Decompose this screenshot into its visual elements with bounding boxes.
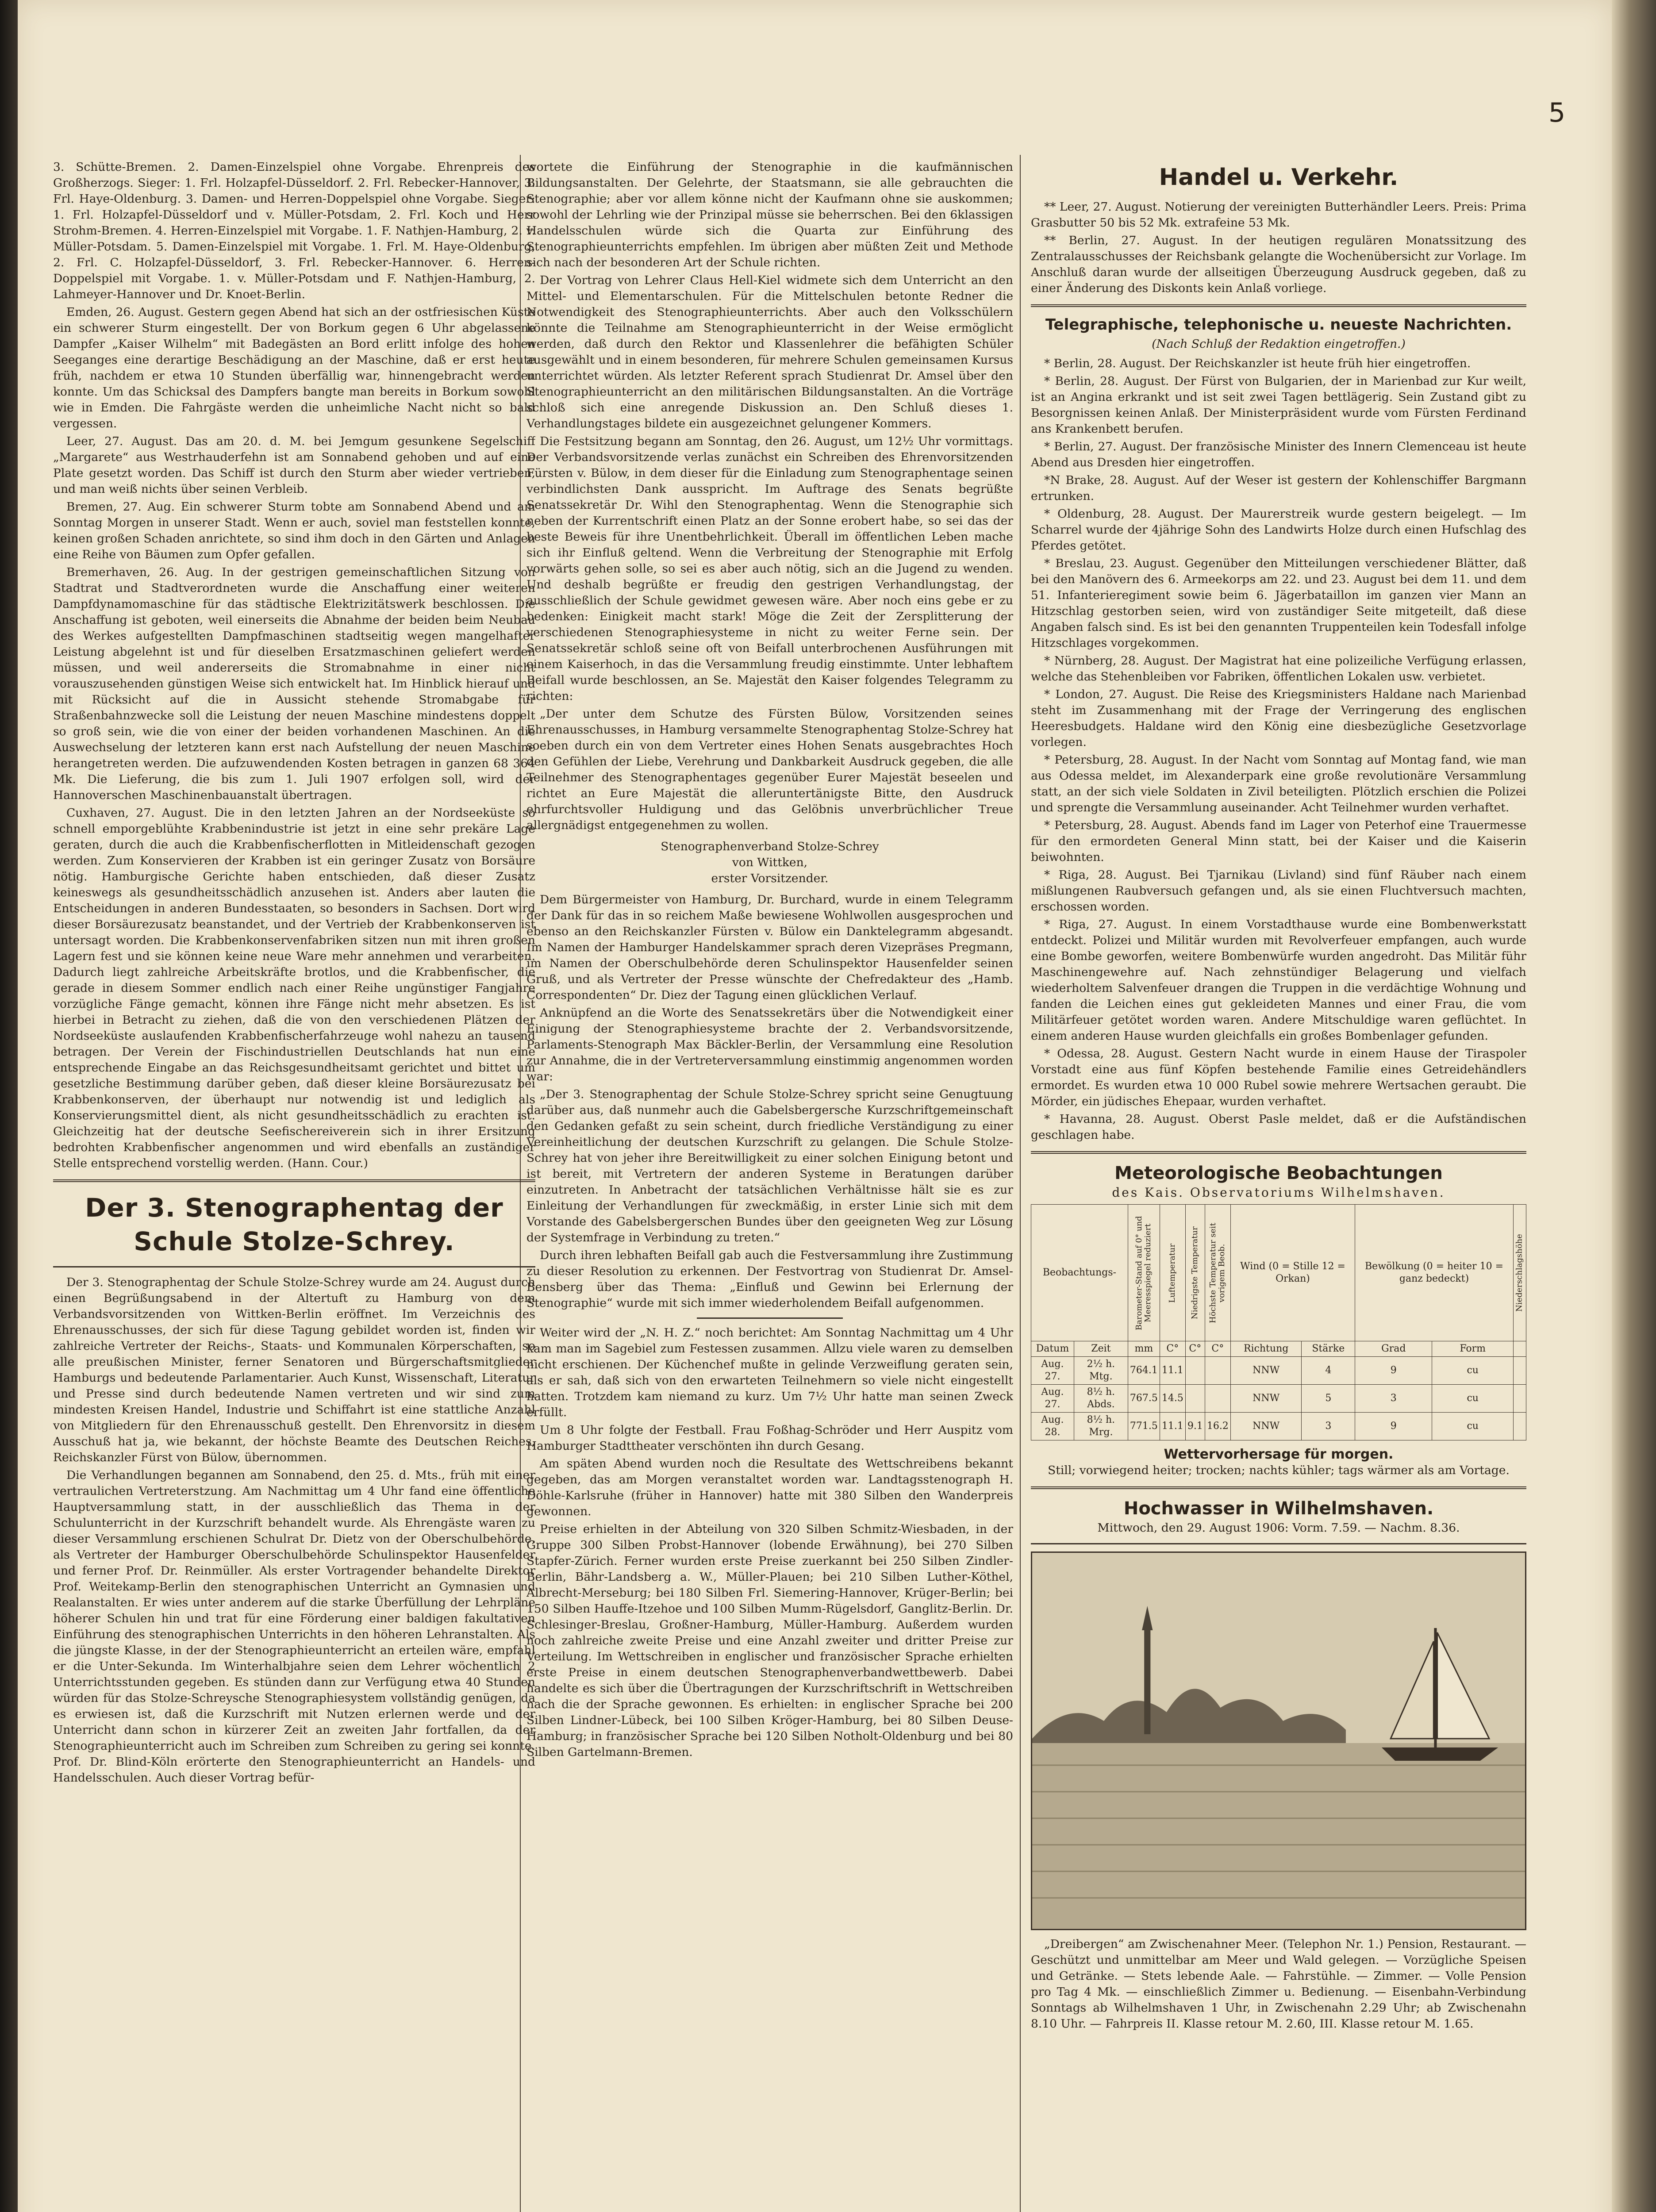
previous-page-edge <box>0 0 18 2212</box>
weather-heading: Meteorologische Beobachtungen <box>1114 1163 1443 1183</box>
article-paragraph: Bremen, 27. Aug. Ein schwerer Sturm tobte am Sonnabend Abend und am Sonntag Morgen in unserer Stadt. Wenn er auch, soviel man feststellen konnte, keinen großen Schaden anrichtete, so sind ihm doch in den Gärten und Anlagen eine Reihe von Bäumen zum Opfer gefallen. <box>53 500 535 561</box>
article-paragraph: Am späten Abend wurden noch die Resultate des Wettschreibens bekannt gegeben, das am Morgen veranstaltet worden war. Landtagsstenograph H. Döhle-Karlsruhe (früher in Hannover) hatte mit 380 Silben den Wanderpreis gewonnen. <box>526 1457 1013 1518</box>
table-cell: 14.5 <box>1160 1385 1185 1413</box>
section-divider <box>1031 1543 1526 1544</box>
table-cell: 8½ h. Mrg. <box>1074 1413 1128 1440</box>
table-header: Niederschlagshöhe <box>1513 1205 1526 1341</box>
table-cell <box>1205 1357 1230 1385</box>
column-1 <box>53 159 535 2212</box>
table-header: Bewölkung (0 = heiter 10 = ganz bedeckt) <box>1355 1205 1514 1341</box>
forecast-heading: Wettervorhersage für morgen. <box>1164 1447 1394 1462</box>
table-header: Stärke <box>1302 1341 1355 1357</box>
news-item: * Berlin, 28. August. Der Fürst von Bulgarien, der in Marienbad zur Kur weilt, ist an Angina erkrankt und ist seit zwei Tagen bettlägerig. Sein Zustand gibt zu Besorgnissen keinen Anlaß. Der Ministerpräsident wurde vom Fürsten Ferdinand ans Krankenbett berufen. <box>1031 374 1526 436</box>
table-cell: 9 <box>1355 1357 1432 1385</box>
news-item: * Havanna, 28. August. Oberst Pasle meldet, daß er die Aufständischen geschlagen habe. <box>1031 1112 1526 1142</box>
news-item: * Riga, 28. August. Bei Tjarnikau (Livland) sind fünf Räuber nach einem mißlungenen Raubversuch gefangen und, als sie einen Fluchtversuch machten, erschossen worden. <box>1031 868 1526 914</box>
table-header: Höchste Temperatur seit vorigem Beob. <box>1205 1205 1230 1341</box>
article-paragraph: Die Verhandlungen begannen am Sonnabend, den 25. d. Mts., früh mit einer vertraulichen Vertreterstzung. Am Nachmittag um 4 Uhr fand eine öffentliche Hauptversammlung statt, in der ausschließlich das Thema in der Schulunterricht in der Kurzschrift behandelt wurde. Als Ehrengäste waren zu dieser Versammlung erschienen Schulrat Dr. Dietz von der Oberschulbehörde, als Vertreter der Hamburger Oberschulbehörde Schulinspektor Hausenfelder und ferner Prof. Dr. Reinmüller. Als erster Vortragender behandelte Direktor Prof. Weitekamp-Berlin den stenographischen Unterricht an Gymnasien und Realanstalten. Er wies unter anderem auf die starke Überfüllung der Lehrpläne höherer Schulen hin und trat für eine Förderung einer baldigen fakultativen Einführung des stenographischen Unterrichts in den höheren Lehranstalten. Als die jüngste Klasse, in der der Stenographieunterricht an erteilen wäre, empfahl er die Unter-Sekunda. Im Winterhalbjahre seien dem Lehrer wöchentlich 2 Unterrichtsstunden gegeben. Es stünden dann zur Verfügung etwa 40 Stunden würden für das Stolze-Schreysche Stenographiesystem vollständig genügen, da es erwiesen ist, daß die Kurzschrift mit Nutzen erlernen werde und der Unterricht dann schon in kürzerer Zeit an zweiten Jahr fortfallen, da der Stenographieunterricht auch im Schreiben zum Schreiben zu gering sei konnte. Prof. Dr. Blind-Köln erörterte den Stenographieunterricht an Handels- und Handelsschulen. Auch dieser Vortrag befür- <box>53 1468 535 1785</box>
page-edge-right <box>1612 0 1656 2212</box>
table-cell <box>1185 1385 1205 1413</box>
table-cell: cu <box>1432 1413 1514 1440</box>
section-divider <box>697 1317 843 1319</box>
table-cell: cu <box>1432 1385 1514 1413</box>
table-header: Niedrigste Temperatur <box>1185 1205 1205 1341</box>
article-paragraph: Dem Bürgermeister von Hamburg, Dr. Burchard, wurde in einem Telegramm der Dank für das in so reichem Maße bewiesene Wohlwollen ausgesprochen und ebenso an den Reichskanzler Fürsten v. Bülow ein Danktelegramm abgesandt. Im Namen der Hamburger Handelskammer sprach deren Vizepräses Pregmann, im Namen der Oberschulbehörde deren Schulinspektor Hausenfelder seinen Gruß, und als Vertreter der Presse wünschte der Chefredakteur des „Hamb. Correspondenten“ Dr. Diez der Tagung einen glücklichen Verlauf. <box>526 893 1013 1002</box>
table-cell: Aug. 28. <box>1031 1413 1074 1440</box>
article-paragraph: „Der 3. Stenographentag der Schule Stolze-Schrey spricht seine Genugtuung darüber aus, daß nunmehr auch die Gabelsbergersche Kurzschriftgemeinschaft den Gedanken gefaßt zu sein scheint, durch friedliche Verständigung zu einer Vereinheitlichung der deutschen Kurzschrift zu gelangen. Die Schule Stolze-Schrey hat von jeher ihre Bereitwilligkeit zu einer solchen Einigung betont und ist bereit, mit Vertretern der anderen Systeme in Beratungen darüber einzutreten. In Anbetracht der tatsächlichen Verhältnisse hält sie es zur Einleitung der Verhandlungen für zweckmäßig, in erster Linie sich mit dem Vorstande des Gabelsbergerschen Bundes über den geeigneten Weg zur Lösung der Systemfrage in Verbindung zu treten.“ <box>526 1087 1013 1244</box>
table-cell: 2½ h. Mtg. <box>1074 1357 1128 1385</box>
section-divider <box>1031 304 1526 307</box>
table-cell: 3 <box>1355 1385 1432 1413</box>
table-cell: Aug. 27. <box>1031 1357 1074 1385</box>
column-rule <box>1020 155 1021 2212</box>
article-paragraph: „Der unter dem Schutze des Fürsten Bülow, Vorsitzenden seines Ehrenausschusses, in Hamburg versammelte Stenographentag Stolze-Schrey hat soeben durch ein von dem Vertreter eines Hohen Senats ausgebrachtes Hoch den Gefühlen der Liebe, Verehrung und Dankbarkeit Ausdruck gegeben, die alle Teilnehmer des Stenographentages gegenüber Eurer Majestät beseelen und richtet an Eure Majestät die alleruntertänigste Bitte, den Ausdruck ehrfurchtsvoller Huldigung und das Gelöbnis unverbrüchlicher Treue allergnädigst entgegenehmen zu wollen. <box>526 707 1013 832</box>
article-paragraph: Emden, 26. August. Gestern gegen Abend hat sich an der ostfriesischen Küste ein schwerer Sturm eingestellt. Der von Borkum gegen 6 Uhr abgelassene Dampfer „Kaiser Wilhelm“ mit Badegästen an Bord erlitt infolge des hohen Seeganges eine derartige Beschädigung an der Maschine, daß er erst heute früh, nachdem er etwa 10 Stunden überfällig war, hinnengebracht werden konnte. Um das Schicksal des Dampfers bangte man bereits in Borkum sowohl wie in Emden. Die Fahrgäste werden die unheimliche Nacht nicht so bald vergessen. <box>53 305 535 430</box>
tide-text: Mittwoch, den 29. August 1906: Vorm. 7.59. — Nachm. 8.36. <box>1097 1521 1460 1535</box>
tide-heading: Hochwasser in Wilhelmshaven. <box>1123 1498 1434 1519</box>
weather-table <box>1031 1204 1526 1440</box>
article-paragraph: wortete die Einführung der Stenographie in die kaufmännischen Bildungsanstalten. Der Gelehrte, der Staatsmann, sie alle gebrauchten die Stenographie; aber vor allem könne nicht der Kaufmann ohne sie auskommen; sowohl der Lehrling wie der Prinzipal müsse sie beherrschen. Bei den 6klassigen Handelsschulen würde sich die Quarta zur Einführung des Stenographieunterrichts empfehlen. Im übrigen aber müßten Zeit und Methode sich nach der besonderen Art der Schule richten. <box>526 160 1013 269</box>
table-cell: 764.1 <box>1128 1357 1160 1385</box>
table-header: Richtung <box>1230 1341 1302 1357</box>
news-item: * Berlin, 27. August. Der französische Minister des Innern Clemenceau ist heute Abend aus Dresden hier eingetroffen. <box>1031 440 1526 469</box>
news-item: * Oldenburg, 28. August. Der Maurerstreik wurde gestern beigelegt. — Im Scharrel wurde der 4jährige Sohn des Landwirts Holze durch einen Hufschlag des Pferdes getötet. <box>1031 507 1526 553</box>
table-header: C° <box>1185 1341 1205 1357</box>
article-paragraph: Der 3. Stenographentag der Schule Stolze-Schrey wurde am 24. August durch einen Begrüßungsabend in der Altertuft zu Hamburg von dem Verbandsvorsitzenden von Wittken-Berlin eröffnet. Im Verzeichnis des Ehrenausschusses, der sich für diese Tagung gebildet worden ist, finden wir zahlreiche Vertreter der Reichs-, Staats- und Kommunalen Körperschaften, so alle preußischen Minister, ferner Senatoren und Bürgerschaftsmitglieder Hamburgs und bedeutende Parlamentarier. Auch Kunst, Wissenschaft, Literatur und Presse sind durch bedeutende Namen vertreten und wir sind zum mindesten Kreisen Handel, Industrie und Schiffahrt ist eine stattliche Anzahl von Mitgliedern für den Ehrenausschuß gestellt. Den Ehrenvorsitz in diesem Ausschuß hat ja, wie bekannt, der höchste Beamte des Deutschen Reiches, Reichskanzler Fürst von Bülow, übernommen. <box>53 1275 535 1464</box>
article-paragraph: Um 8 Uhr folgte der Festball. Frau Foßhag-Schröder und Herr Auspitz vom Hamburger Stadttheater verschönten ihn durch Gesang. <box>526 1423 1013 1453</box>
table-cell <box>1513 1385 1526 1413</box>
newspaper-page <box>18 0 1612 2212</box>
article-paragraph: ** Leer, 27. August. Notierung der vereinigten Butterhändler Leers. Preis: Prima Grasbutter 50 bis 52 Mk. extrafeine 53 Mk. <box>1031 200 1526 230</box>
advertisement-photo <box>1031 1551 1526 1930</box>
article-paragraph: ** Berlin, 27. August. In der heutigen regulären Monatssitzung des Zentralausschusses der Reichsbank gelangte die Wochenübersicht zur Vorlage. Im Anschluß daran wurde der allseitigen Überzeugung Ausdruck gegeben, daß zu einer Änderung des Diskonts kein Anlaß vorliege. <box>1031 234 1526 295</box>
signature-line: von Wittken, <box>732 856 808 869</box>
weather-subheading: des Kais. Observatoriums Wilhelmshaven. <box>1112 1185 1445 1200</box>
news-item: *N Brake, 28. August. Auf der Weser ist gestern der Kohlenschiffer Bargmann ertrunken. <box>1031 473 1526 503</box>
table-header: mm <box>1128 1341 1160 1357</box>
handel-heading: Handel u. Verkehr. <box>1159 164 1399 191</box>
advertisement-text: „Dreibergen“ am Zwischenahner Meer. (Telephon Nr. 1.) Pension, Restaurant. — Geschützt und unmittelbar am Meer und Wald gelegen. — Vorzügliche Speisen und Getränke. — Stets lebende Aale. — Fahrstühle. — Zimmer. — Volle Pension pro Tag 4 Mk. — einschließlich Zimmer u. Bedienung. — Eisenbahn-Verbindung Sonntags ab Wilhelmshaven 1 Uhr, in Zwischenahn 2.29 Uhr; ab Zwischenahn 8.10 Uhr. — Fahrpreis II. Klasse retour M. 2.60, III. Klasse retour M. 1.65. <box>1031 1937 1526 2031</box>
article-paragraph: Anknüpfend an die Worte des Senatssekretärs über die Notwendigkeit einer Einigung der Stenographiesysteme brachte der 2. Verbandsvorsitzende, Parlaments-Stenograph Max Bäckler-Berlin, der Versammlung eine Resolution zur Annahme, die in der Vertreterversammlung einstimmig angenommen worden war: <box>526 1006 1013 1083</box>
table-cell: NNW <box>1230 1413 1302 1440</box>
table-header <box>1513 1341 1526 1357</box>
table-cell: 5 <box>1302 1385 1355 1413</box>
signature-block <box>526 839 1013 887</box>
table-cell: 3 <box>1302 1413 1355 1440</box>
news-item: * Odessa, 28. August. Gestern Nacht wurde in einem Hause der Tiraspoler Vorstadt eine aus fünf Köpfen bestehende Familie eines Getreidehändlers ermordet. Es wurden etwa 10 000 Rubel sowie mehrere Wertsachen geraubt. Die Mörder, ein jüdisches Ehepaar, wurden verhaftet. <box>1031 1047 1526 1108</box>
table-header: Luftemperatur <box>1160 1205 1185 1341</box>
table-cell: 8½ h. Abds. <box>1074 1385 1128 1413</box>
table-row <box>1031 1385 1526 1413</box>
table-cell: NNW <box>1230 1385 1302 1413</box>
table-cell: Aug. 27. <box>1031 1385 1074 1413</box>
table-cell: 4 <box>1302 1357 1355 1385</box>
table-row <box>1031 1413 1526 1440</box>
weather-section <box>1031 1162 1526 1479</box>
table-cell <box>1185 1357 1205 1385</box>
section-divider <box>1031 1486 1526 1489</box>
news-item: * Nürnberg, 28. August. Der Magistrat hat eine polizeiliche Verfügung erlassen, welche das Stehenbleiben vor Fabriken, öffentlichen Lokalen usw. verbietet. <box>1031 654 1526 684</box>
table-header: Beobachtungs- <box>1031 1205 1128 1341</box>
telegraph-heading: Telegraphische, telephonische u. neueste Nachrichten. <box>1045 316 1512 334</box>
table-cell: 767.5 <box>1128 1385 1160 1413</box>
table-cell: 9 <box>1355 1413 1432 1440</box>
telegraph-subheading: (Nach Schluß der Redaktion eingetroffen.) <box>1152 337 1406 351</box>
table-header: Barometer-Stand auf 0° und Meeresspiegel reduziert <box>1128 1205 1160 1341</box>
signature-line: erster Vorsitzender. <box>711 872 829 885</box>
table-header: Grad <box>1355 1341 1432 1357</box>
news-item: * London, 27. August. Die Reise des Kriegsministers Haldane nach Marienbad steht im Zusammenhang mit der Frage der Verringerung des englischen Heeresbudgets. Haldane wird den König eine diesbezügliche Gesetzvorlage vorlegen. <box>1031 687 1526 749</box>
news-item: * Riga, 27. August. In einem Vorstadthause wurde eine Bombenwerkstatt entdeckt. Polizei und Militär wurden mit Revolverfeuer empfangen, auch wurde eine Bombe geworfen, weitere Bombenwürfe wurden angedroht. Das Militär führ Maschinengewehre auf. Nach zehnstündiger Belagerung und vielfach wiederholtem Salvenfeuer drangen die Truppen in die verdächtige Wohnung und fanden die Leichen eines gut gekleideten Mannes und einer Frau, die vom Militärfeuer getötet worden waren. Andere Mitschuldige waren geflüchtet. In einem anderen Hause wurden gleichfalls ein großes Bombenlager gefunden. <box>1031 918 1526 1043</box>
headline-stenographentag: Der 3. Stenographentag der Schule Stolze-Schrey. <box>85 1193 503 1256</box>
article-paragraph: Die Festsitzung begann am Sonntag, den 26. August, um 12½ Uhr vormittags. Der Verbandsvorsitzende verlas zunächst ein Schreiben des Ehrenvorsitzenden Fürsten v. Bülow, in dem dieser für die Einladung zum Stenographentage seinen verbindlichsten Dank ausspricht. Im Auftrage des Senats begrüßte Senatssekretär Dr. Wihl den Stenographentag. Wenn die Stenographie sich neben der Kurrentschrift einen Platz an der Sonne erobert habe, so sei das der beste Beweis für ihre Unentbehrlichkeit. Überall im öffentlichen Leben mache sich ihr Einfluß geltend. Wenn die Verbreitung der Stenographie mit Erfolg vorwärts gehen solle, so sei es aber auch nötig, sich an die Jugend zu wenden. Und deshalb begrüßte er freudig den gestrigen Verhandlungstag, der ausschließlich der Schule gewidmet gewesen wäre. Aber noch eins gebe er zu bedenken: Einigkeit macht stark! Möge die Zeit der Zersplitterung der verschiedenen Stenographiesysteme in nicht zu weiter Ferne sein. Der Senatssekretär schloß seine oft von Beifall unterbrochenen Ausführungen mit einem Kaiserhoch, in das die Versammlung freudig einstimmte. Unter lebhaftem Beifall wurde beschlossen, an Se. Majestät den Kaiser folgendes Telegramm zu richten: <box>526 434 1013 703</box>
table-cell: NNW <box>1230 1357 1302 1385</box>
lake-landscape-image <box>1032 1553 1525 1929</box>
signature-line: Stenographenverband Stolze-Schrey <box>661 840 879 853</box>
section-divider <box>53 1179 535 1182</box>
table-cell: 771.5 <box>1128 1413 1160 1440</box>
article-paragraph: 3. Schütte-Bremen. 2. Damen-Einzelspiel ohne Vorgabe. Ehrenpreis des Großherzogs. Sieger: 1. Frl. Holzapfel-Düsseldorf. 2. Frl. Rebecker-Hannover, 3. Frl. Haye-Oldenburg. 3. Damen- und Herren-Doppelspiel ohne Vorgabe. Sieger: 1. Frl. Holzapfel-Düsseldorf und v. Müller-Potsdam, 2. Frl. Koch und Herr Strohm-Bremen. 4. Herren-Einzelspiel mit Vorgabe. 1. F. Nathjen-Hamburg, 2. v. Müller-Potsdam. 5. Damen-Einzelspiel mit Vorgabe. 1. Frl. M. Haye-Oldenburg, 2. Frl. C. Holzapfel-Düsseldorf, 3. Frl. Rebecker-Hannover. 6. Herren-Doppelspiel mit Vorgabe. 1. v. Müller-Potsdam und F. Nathjen-Hamburg, 2. Lahmeyer-Hannover und Dr. Knoet-Berlin. <box>53 160 535 301</box>
forecast-text: Still; vorwiegend heiter; trocken; nachts kühler; tags wärmer als am Vortage. <box>1048 1463 1510 1477</box>
table-header: Zeit <box>1074 1341 1128 1357</box>
news-item: * Petersburg, 28. August. Abends fand im Lager von Peterhof eine Trauermesse für den ermordeten General Minn statt, bei der Kaiser und die Kaiserin beiwohnten. <box>1031 818 1526 864</box>
table-cell <box>1513 1413 1526 1440</box>
table-header: C° <box>1205 1341 1230 1357</box>
article-paragraph: Bremerhaven, 26. Aug. In der gestrigen gemeinschaftlichen Sitzung von Stadtrat und Stadtverordneten wurde die Anschaffung einer weiteren Dampfdynamomaschine für das städtische Elektrizitätswerk beschlossen. Die Anschaffung ist geboten, weil einerseits die Abnahme der beiden beim Neubau des Werkes aufgestellten Dampfmaschinen stadtseitig wegen mangelhafter Leistung abgelehnt ist und für dieselben Ersatzmaschinen geliefert werden müssen, und weil andererseits die Stromabnahme in einer nicht vorauszusehenden günstigen Weise sich entwickelt hat. Im Hinblick hierauf und mit Rücksicht auf die in Aussicht stehende Stromabgabe für Straßenbahnzwecke soll die Leistung der neuen Maschine mindestens doppelt so groß sein, wie die von einer der beiden vorhandenen Maschinen. An die Auswechselung der letzteren kann erst nach Aufstellung der neuen Maschine herangetreten werden. Die aufzuwendenden Kosten betragen in ganzen 68 364 Mk. Die Lieferung, die bis zum 1. Juli 1907 erfolgen soll, wird der Hannoverschen Maschinenbauanstalt übertragen. <box>53 565 535 802</box>
table-header: Wind (0 = Stille 12 = Orkan) <box>1230 1205 1355 1341</box>
table-cell: 11.1 <box>1160 1357 1185 1385</box>
column-3 <box>1031 159 1526 2212</box>
table-cell <box>1205 1385 1230 1413</box>
article-paragraph: Durch ihren lebhaften Beifall gab auch die Festversammlung ihre Zustimmung zu dieser Resolution zu erkennen. Der Festvortrag von Studienrat Dr. Amsel-Bensberg über das Thema: „Einfluß und Gewinn bei Erlernung der Stenographie“ wurde mit sich immer wiederholendem Beifall aufgenommen. <box>526 1248 1013 1310</box>
news-item: * Petersburg, 28. August. In der Nacht vom Sonntag auf Montag fand, wie man aus Odessa meldet, im Alexanderpark eine große revolutionäre Versammlung statt, an der sich viele Soldaten in Zivil beteiligten. Plötzlich erschien die Polizei und sprengte die Versammlung auseinander. Acht Teilnehmer wurden verhaftet. <box>1031 753 1526 814</box>
page-number: 5 <box>1548 97 1566 128</box>
article-paragraph: Leer, 27. August. Das am 20. d. M. bei Jemgum gesunkene Segelschiff „Margarete“ aus Westrhauderfehn ist am Sonnabend gehoben und auf eine Plate gesetzt worden. Das Schiff ist durch den Sturm aber wieder vertrieben, und man weiß nichts über seinen Verbleib. <box>53 434 535 496</box>
section-divider <box>53 1266 535 1267</box>
table-cell: 16.2 <box>1205 1413 1230 1440</box>
table-row <box>1031 1357 1526 1385</box>
table-header: Form <box>1432 1341 1514 1357</box>
table-header: Datum <box>1031 1341 1074 1357</box>
table-header: C° <box>1160 1341 1185 1357</box>
article-paragraph: Preise erhielten in der Abteilung von 320 Silben Schmitz-Wiesbaden, in der Gruppe 300 Silben Probst-Hannover (lobende Erwähnung), bei 270 Silben Stapfer-Zürich. Ferner wurden erste Preise zuerkannt bei 250 Silben Zindler-Berlin, Bähr-Landsberg a. W., Müller-Plauen; bei 210 Silben Luther-Köthel, Albrecht-Merseburg; bei 180 Silben Frl. Siemering-Hannover, Krüger-Berlin; bei 150 Silben Hauffe-Itzehoe und 100 Silben Mumm-Rügelsdorf, Ganglitz-Berlin. Dr. Schlesinger-Breslau, Großner-Hamburg, Müller-Hamburg. Außerdem wurden noch zahlreiche zweite Preise und eine Anzahl zweiter und dritter Preise zur Verteilung. Im Wettschreiben in englischer und französischer Sprache erhielten erste Preise in einem deutschen Stenographenverbandwettbewerb. Dabei handelte es sich über die Übertragungen der Kurzschriftschrift in Wettschreiben nach die der Sprache gewonnen. Es erhielten: in englischer Sprache bei 200 Silben Lindner-Lübeck, bei 100 Silben Kröger-Hamburg, bei 80 Silben Deuse-Hamburg; in französischer Sprache bei 120 Silben Notholt-Oldenburg und bei 80 Silben Gartelmann-Bremen. <box>526 1522 1013 1759</box>
article-paragraph: Cuxhaven, 27. August. Die in den letzten Jahren an der Nordseeküste so schnell emporgeblühte Krabbenindustrie ist jetzt in eine sehr prekäre Lage geraten, durch die auch die Krabbenfischerflotten in Mitleidenschaft gezogen werden. Zum Konservieren der Krabben ist ein geringer Zusatz von Borsäure nötig. Hamburgische Gerichte haben entschieden, daß dieser Zusatz keineswegs als gesundheitsschädlich anzusehen ist. Anders aber lauten die Entscheidungen in anderen Bundesstaaten, so besonders in Sachsen. Dort wird dieser Borsäurezusatz beanstandet, und der Vertrieb der Krabbenkonserven ist untersagt worden. Die Krabbenkonservenfabriken sitzen nun mit ihren großen Lagern fest und sie können keine neue Ware mehr annehmen und verarbeiten. Dadurch liegt zahlreiche Arbeitskräfte brotlos, und die Krabbenfischer, die gerade in diesem Sommer endlich nach einer Reihe ungünstiger Fangjahre vorzügliche Fänge gemacht, können ihre Fänge nicht mehr absetzen. Es ist hierbei in Betracht zu ziehen, daß die von den verschiedenen Plätzen der Nordseeküste auslaufenden Krabbenfischerfahrzeuge wohl nahezu an tausend betragen. Der Verein der Fischindustriellen Deutschlands hat nun eine entsprechende Eingabe an das Reichsgesundheitsamt gerichtet und bittet um gesetzliche Bestimmung darüber geben, daß dieser kleine Borsäurezusatz bei Krabbenkonserven, der überhaupt nur notwendig ist und lediglich als Konservierungsmittel dient, als nicht gesundheitsschädlich zu erachten ist. Gleichzeitig hat der deutsche Seefischereiverein sich in ihrer Ersitzung bedrohten Krabbenfischer angenommen und wird ebenfalls an zuständiger Stelle entsprechend vorstellig werden. (Hann. Cour.) <box>53 806 535 1170</box>
table-cell: 9.1 <box>1185 1413 1205 1440</box>
table-cell: 11.1 <box>1160 1413 1185 1440</box>
table-cell <box>1513 1357 1526 1385</box>
article-paragraph: Weiter wird der „N. H. Z.“ noch berichtet: Am Sonntag Nachmittag um 4 Uhr kam man im Sagebiel zum Festessen zusammen. Allzu viele waren zu demselben nicht erschienen. Der Küchenchef mußte in gelinde Verzweiflung geraten sein, als er sah, daß sich von den erwarteten Teilnehmern so viele nicht eingestellt hatten. Trotzdem kam niemand zu kurz. Um 7½ Uhr hatte man seinen Zweck erfüllt. <box>526 1326 1013 1419</box>
news-item: * Berlin, 28. August. Der Reichskanzler ist heute früh hier eingetroffen. <box>1044 357 1471 370</box>
article-paragraph: Der Vortrag von Lehrer Claus Hell-Kiel widmete sich dem Unterricht an den Mittel- und Elementarschulen. Für die Mittelschulen betonte Redner die Notwendigkeit des Stenographieunterrichts. Aber auch den Volksschülern könnte die Teilnahme am Stenographieunterricht in der Weise ermöglicht werden, daß durch den Rektor und Klassenlehrer die befähigten Schüler ausgewählt und in einem besonderen, für mehrere Schulen gemeinsamen Kursus unterrichtet würden. Als letzter Referent sprach Studienrat Dr. Amsel über den Stenographieunterricht an den militärischen Bildungsanstalten. An die Vorträge schloß sich eine anregende Diskussion an. Den Schluß dieses 1. Verhandlungstages bildete ein ausgezeichnet gelungener Kommers. <box>526 273 1013 430</box>
news-item: * Breslau, 23. August. Gegenüber den Mitteilungen verschiedener Blätter, daß bei den Manövern des 6. Armeekorps am 22. und 23. August bei dem 11. und dem 51. Infanterieregiment sowie beim 6. Jägerbataillon im ganzen vier Mann an Hitzschlag gestorben seien, wird von zuständiger Seite mitgeteilt, daß diese Angaben falsch sind. Es ist bei den genannten Truppenteilen kein Todesfall infolge Hitzschlages vorgekommen. <box>1031 557 1526 650</box>
table-cell: cu <box>1432 1357 1514 1385</box>
column-2 <box>526 159 1013 2212</box>
section-divider <box>1031 1151 1526 1154</box>
